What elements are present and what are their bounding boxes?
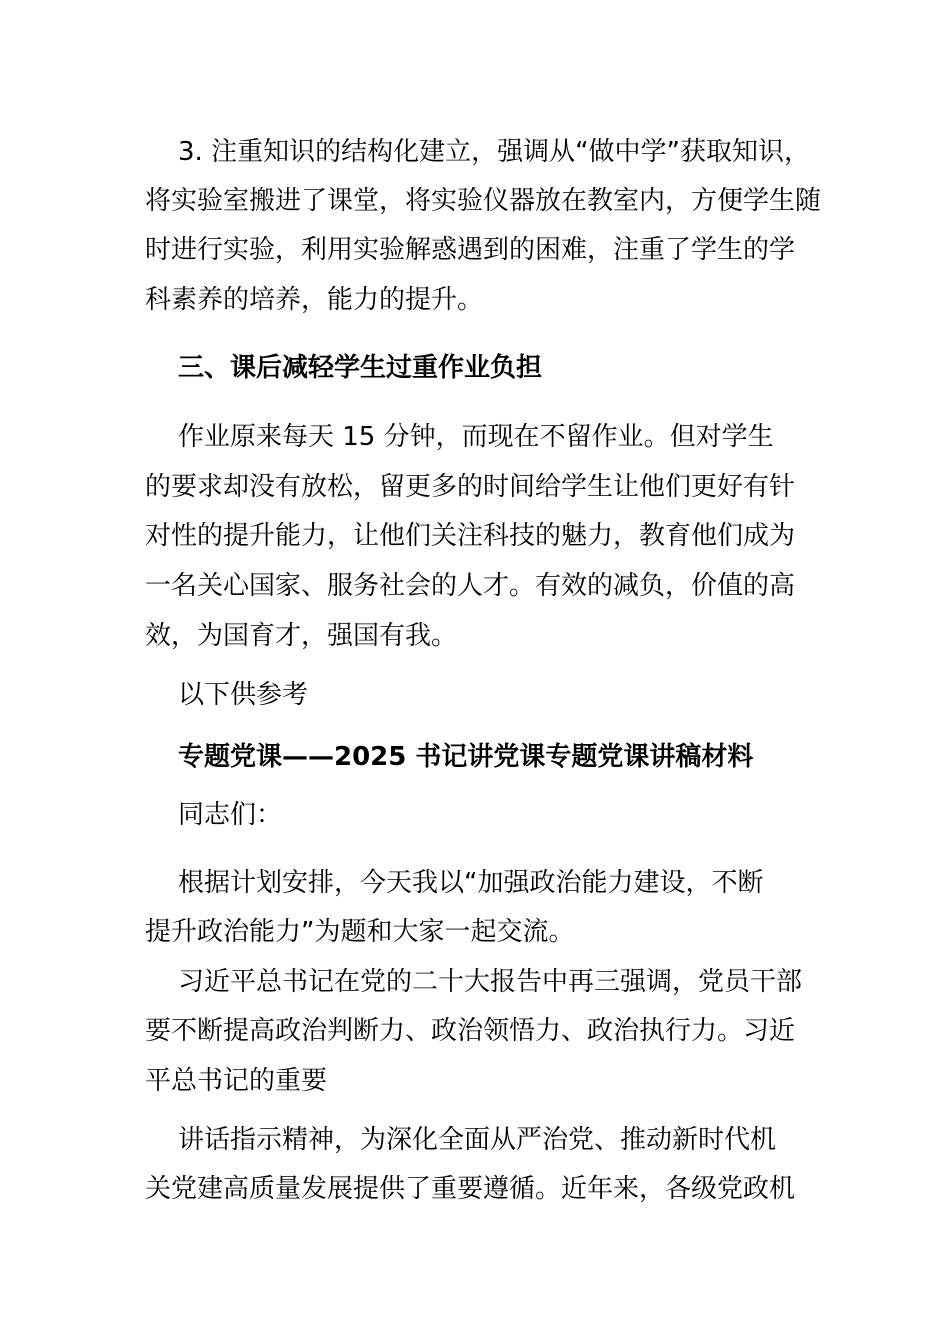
paragraph-line: 根据计划安排，今天我以“加强政治能力建设，不断 <box>178 868 764 898</box>
paragraph-line: 一名关心国家、服务社会的人才。有效的减负，价值的高 <box>145 571 796 601</box>
paragraph-line: 效，为国育才，强国有我。 <box>145 621 458 651</box>
paragraph-line: 3. 注重知识的结构化建立，强调从“做中学”获取知识， <box>178 137 811 167</box>
paragraph-line: 对性的提升能力，让他们关注科技的魅力，教育他们成为 <box>145 521 796 551</box>
salutation: 同志们： <box>178 800 283 830</box>
reference-note: 以下供参考 <box>178 680 309 710</box>
paragraph-line: 习近平总书记在党的二十大报告中再三强调，党员干部 <box>178 967 803 997</box>
paragraph-line: 平总书记的重要 <box>145 1066 328 1096</box>
paragraph-line: 时进行实验，利用实验解惑遇到的困难，注重了学生的学 <box>145 235 796 265</box>
section-heading: 三、课后减轻学生过重作业负担 <box>178 353 543 383</box>
document-title: 专题党课——2025 书记讲党课专题党课讲稿材料 <box>178 742 754 772</box>
paragraph-line: 要不断提高政治判断力、政治领悟力、政治执行力。习近 <box>145 1016 796 1046</box>
paragraph-line: 讲话指示精神，为深化全面从严治党、推动新时代机 <box>178 1125 777 1155</box>
paragraph-line: 提升政治能力”为题和大家一起交流。 <box>145 917 575 947</box>
paragraph-line: 的要求却没有放松，留更多的时间给学生让他们更好有针 <box>145 472 796 502</box>
paragraph-line: 将实验室搬进了课堂，将实验仪器放在教室内，方便学生随 <box>145 186 822 216</box>
paragraph-line: 关党建高质量发展提供了重要遵循。近年来，各级党政机 <box>145 1174 796 1204</box>
paragraph-line: 科素养的培养，能力的提升。 <box>145 285 484 315</box>
paragraph-line: 作业原来每天 15 分钟，而现在不留作业。但对学生 <box>178 422 774 452</box>
